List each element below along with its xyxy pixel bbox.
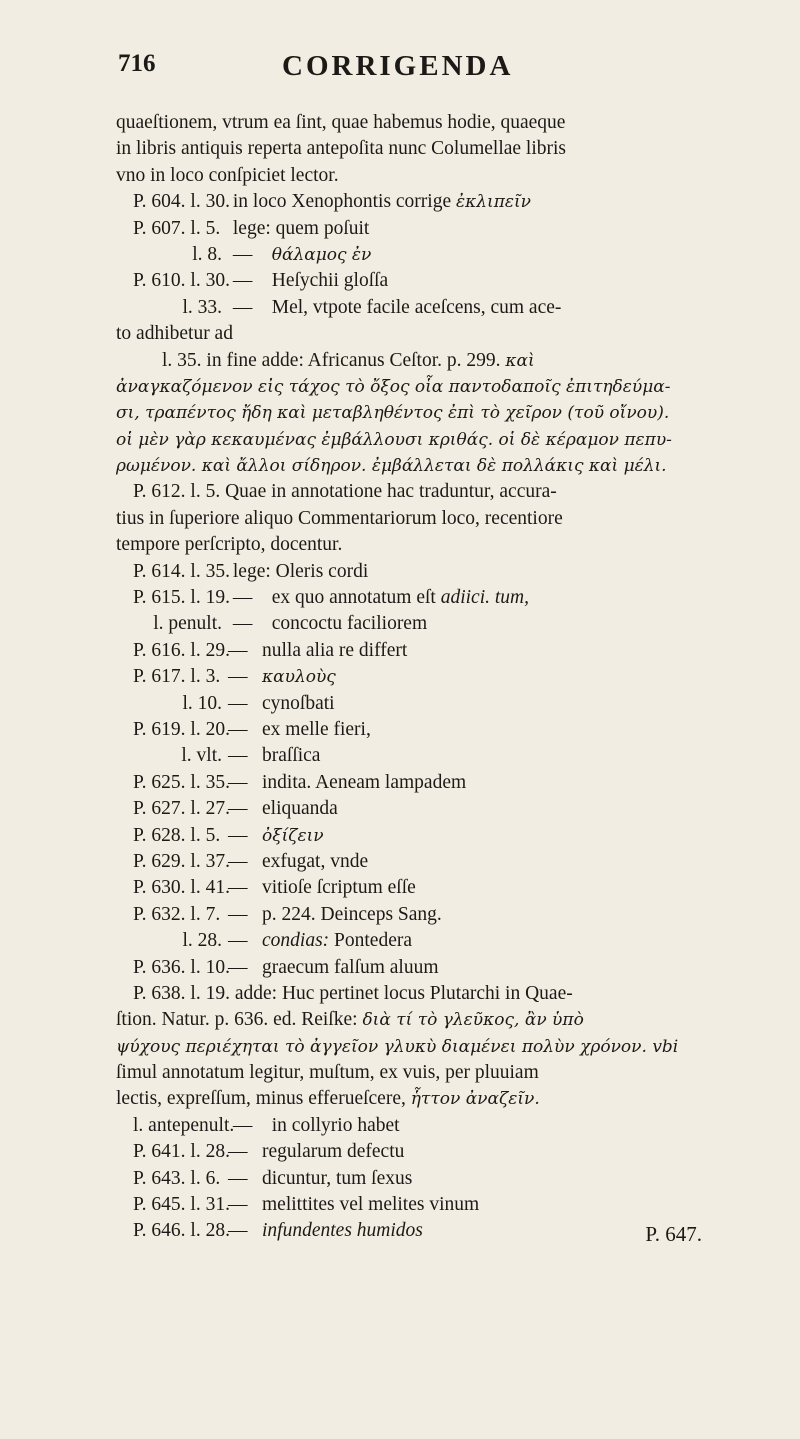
- entry-dash: —: [228, 877, 248, 899]
- errata-list: [116, 1139, 702, 1245]
- text-line: vno in loco conſpiciet lector.: [116, 164, 339, 186]
- errata-entry: [116, 585, 702, 611]
- entry-text: ſtion. Natur. p. 636. ed. Reiſke:: [116, 1009, 358, 1031]
- entry-text: infundentes humidos: [262, 1220, 423, 1242]
- greek-text: διὰ τί τὸ γλεῦκος, ἂν ὑπὸ: [362, 1010, 584, 1031]
- entry-text: Mel, vtpote facile aceſcens, cum ace-: [271, 296, 562, 318]
- greek-text: ψύχους περιέχηται τὸ ἀγγεῖον γλυκὺ διαμένει πολὺν χρόνον. vbi: [116, 1036, 679, 1057]
- errata-entry: [116, 955, 702, 981]
- entry-text: indita. Aeneam lampadem: [262, 771, 467, 793]
- entry-italic: adiici. tum,: [440, 587, 530, 609]
- entry-ref: P. 636. l. 10.: [133, 956, 230, 978]
- entry-dash: —: [228, 1167, 248, 1189]
- greek-text: ἧττον ἀναζεῖν.: [410, 1089, 540, 1110]
- errata-entry: [116, 1139, 702, 1165]
- errata-entry: [116, 638, 702, 664]
- entry-dash: —: [232, 296, 253, 318]
- entry-text: regularum defectu: [262, 1141, 405, 1163]
- entry-dash: —: [228, 850, 248, 872]
- entry-ref: P. 627. l. 27.: [133, 798, 230, 820]
- greek-text: θάλαμος ἐν: [271, 244, 372, 265]
- errata-entry: [116, 849, 702, 875]
- entry-ref: l. 10.: [182, 692, 222, 714]
- page-header: [118, 50, 678, 90]
- text-line: P. 638. l. 19. adde: Huc pertinet locus Plutarchi in Quae-: [133, 982, 573, 1004]
- entry-ref: l. 35.: [162, 349, 202, 371]
- errata-entry: [116, 1192, 702, 1218]
- entry-ref: P. 632. l. 7.: [133, 903, 221, 925]
- errata-entry: [116, 295, 702, 321]
- entry-ref: l. 33.: [182, 296, 222, 318]
- errata-list: [116, 638, 702, 981]
- greek-text: καὶ: [505, 350, 535, 371]
- entry-text: in fine adde: Africanus Ceſtor. p. 299.: [206, 349, 501, 371]
- entry-text: lege: quem poſuit: [232, 217, 370, 239]
- errata-entry: [116, 770, 702, 796]
- errata-entry: [116, 823, 702, 849]
- entry-ref: P. 615. l. 19.: [133, 587, 230, 609]
- entry-text: ex melle fieri,: [262, 718, 371, 740]
- errata-entry: [116, 559, 702, 585]
- errata-body: [116, 110, 702, 1245]
- errata-entry: [116, 1086, 702, 1112]
- errata-entry: [116, 875, 702, 901]
- entry-dash: —: [228, 930, 248, 952]
- entry-text: lege: Oleris cordi: [232, 560, 369, 582]
- entry-text: concoctu faciliorem: [271, 613, 428, 635]
- entry-ref: P. 645. l. 31.: [133, 1194, 230, 1216]
- text-line: ſimul annotatum legitur, muſtum, ex vuis, per pluuiam: [116, 1062, 539, 1084]
- entry-dash: —: [228, 1141, 248, 1163]
- entry-ref: P. 629. l. 37.: [133, 850, 230, 872]
- errata-entry: [116, 796, 702, 822]
- errata-entry: [116, 611, 702, 637]
- errata-entry: [116, 1166, 702, 1192]
- entry-text: ex quo annotatum eſt: [271, 587, 436, 609]
- running-title: CORRIGENDA: [282, 50, 514, 82]
- entry-text: melittites vel melites vinum: [262, 1194, 480, 1216]
- entry-dash: —: [228, 824, 248, 846]
- entry-dash: —: [228, 639, 248, 661]
- text-line: tius in ſuperiore aliquo Commentariorum loco, recentiore: [116, 507, 563, 529]
- entry-dash: —: [232, 243, 253, 265]
- entry-ref: l. antepenult.: [133, 1114, 235, 1136]
- errata-entry: [116, 928, 702, 954]
- errata-entry: [116, 242, 702, 268]
- entry-ref: P. 625. l. 35.: [133, 771, 230, 793]
- entry-ref: l. penult.: [153, 613, 222, 635]
- text-line: tempore perſcripto, docentur.: [116, 534, 343, 556]
- entry-text: καυλοὺς: [262, 667, 336, 688]
- errata-entry: [116, 1007, 702, 1033]
- entry-italic: condias:: [262, 930, 330, 952]
- entry-text: graecum falſum aluum: [262, 956, 439, 978]
- entry-text: cynoſbati: [262, 692, 335, 714]
- entry-ref: P. 607. l. 5.: [133, 217, 221, 239]
- entry-text: dicuntur, tum ſexus: [262, 1167, 413, 1189]
- entry-dash: —: [228, 956, 248, 978]
- entry-dash: —: [232, 270, 253, 292]
- entry-dash: —: [228, 903, 248, 925]
- entry-ref: P. 617. l. 3.: [133, 666, 221, 688]
- page-number: 716: [118, 50, 156, 77]
- entry-dash: —: [232, 587, 253, 609]
- entry-dash: —: [228, 692, 248, 714]
- entry-dash: —: [232, 613, 253, 635]
- greek-text: ἐκλιπεῖν: [456, 192, 532, 213]
- entry-ref: P. 643. l. 6.: [133, 1167, 221, 1189]
- entry-roman: Pontedera: [329, 930, 413, 952]
- errata-entry: [116, 902, 702, 928]
- entry-text: [262, 930, 412, 951]
- errata-entry: [116, 189, 702, 215]
- entry-text: p. 224. Deinceps Sang.: [262, 903, 442, 925]
- entry-dash: —: [228, 745, 248, 767]
- greek-line: ρωμένον. καὶ ἄλλοι σίδηρον. ἐμβάλλεται δὲ πολλάκις καὶ μέλι.: [116, 456, 667, 477]
- entry-text: braſſica: [262, 745, 321, 767]
- text-line: to adhibetur ad: [116, 323, 233, 345]
- entry-ref: l. vlt.: [181, 745, 222, 767]
- text-line: in libris antiquis reperta antepoſita nunc Columellae libris: [116, 138, 567, 160]
- greek-line: οἱ μὲν γὰρ κεκαυμένας ἐμβάλλουσι κριθάς. οἱ δὲ κέραμον πεπυ-: [116, 429, 672, 450]
- entry-ref: P. 614. l. 35.: [133, 560, 230, 582]
- errata-entry: [116, 1113, 702, 1139]
- entry-ref: P. 616. l. 29.: [133, 639, 230, 661]
- entry-text: Heſychii gloſſa: [271, 270, 389, 292]
- entry-dash: —: [228, 1220, 248, 1242]
- entry-text: eliquanda: [262, 798, 338, 820]
- entry-dash: —: [228, 798, 248, 820]
- errata-entry: [116, 216, 702, 242]
- entry-ref: P. 610. l. 30.: [133, 270, 230, 292]
- entry-dash: —: [228, 771, 248, 793]
- entry-ref: l. 28.: [182, 930, 222, 952]
- entry-ref: P. 604. l. 30.: [133, 191, 230, 213]
- entry-ref: l. 8.: [192, 243, 222, 265]
- entry-ref: P. 630. l. 41.: [133, 877, 230, 899]
- entry-text: ὀξίζειν: [262, 825, 324, 846]
- entry-text: vitioſe ſcriptum eſſe: [262, 877, 416, 899]
- entry-text: in loco Xenophontis corrige: [232, 191, 452, 213]
- text-line: quaeſtionem, vtrum ea ſint, quae habemus hodie, quaeque: [116, 112, 566, 133]
- errata-entry: [116, 1218, 702, 1244]
- entry-ref: P. 646. l. 28.: [133, 1220, 230, 1242]
- entry-dash: —: [228, 718, 248, 740]
- entry-ref: P. 619. l. 20.: [133, 718, 230, 740]
- entry-text: exfugat, vnde: [262, 850, 369, 872]
- text-line: P. 612. l. 5. Quae in annotatione hac traduntur, accura-: [133, 481, 557, 503]
- greek-line: ἀναγκαζόμενον εἰς τάχος τὸ ὄξος οἷα παντοδαποῖς ἐπιτηδεύμα-: [116, 376, 671, 397]
- errata-entry: [116, 691, 702, 717]
- catchword: P. 647.: [645, 1221, 702, 1246]
- errata-entry: [116, 664, 702, 690]
- entry-dash: —: [228, 666, 248, 688]
- entry-text: lectis, expreſſum, minus efferueſcere,: [116, 1088, 406, 1110]
- errata-entry: [116, 348, 702, 374]
- errata-entry: [116, 717, 702, 743]
- entry-dash: —: [228, 1194, 248, 1216]
- entry-ref: P. 641. l. 28.: [133, 1141, 230, 1163]
- errata-entry: [116, 268, 702, 294]
- entry-ref: P. 628. l. 5.: [133, 824, 221, 846]
- entry-text: nulla alia re differt: [262, 639, 408, 661]
- entry-dash: —: [232, 1114, 253, 1136]
- text-line: [116, 1034, 702, 1060]
- greek-line: σι, τραπέντος ἤδη καὶ μεταβληθέντος ἐπὶ τὸ χεῖρον (τοῦ οἴνου).: [116, 403, 670, 424]
- entry-text: in collyrio habet: [271, 1114, 400, 1136]
- errata-entry: [116, 743, 702, 769]
